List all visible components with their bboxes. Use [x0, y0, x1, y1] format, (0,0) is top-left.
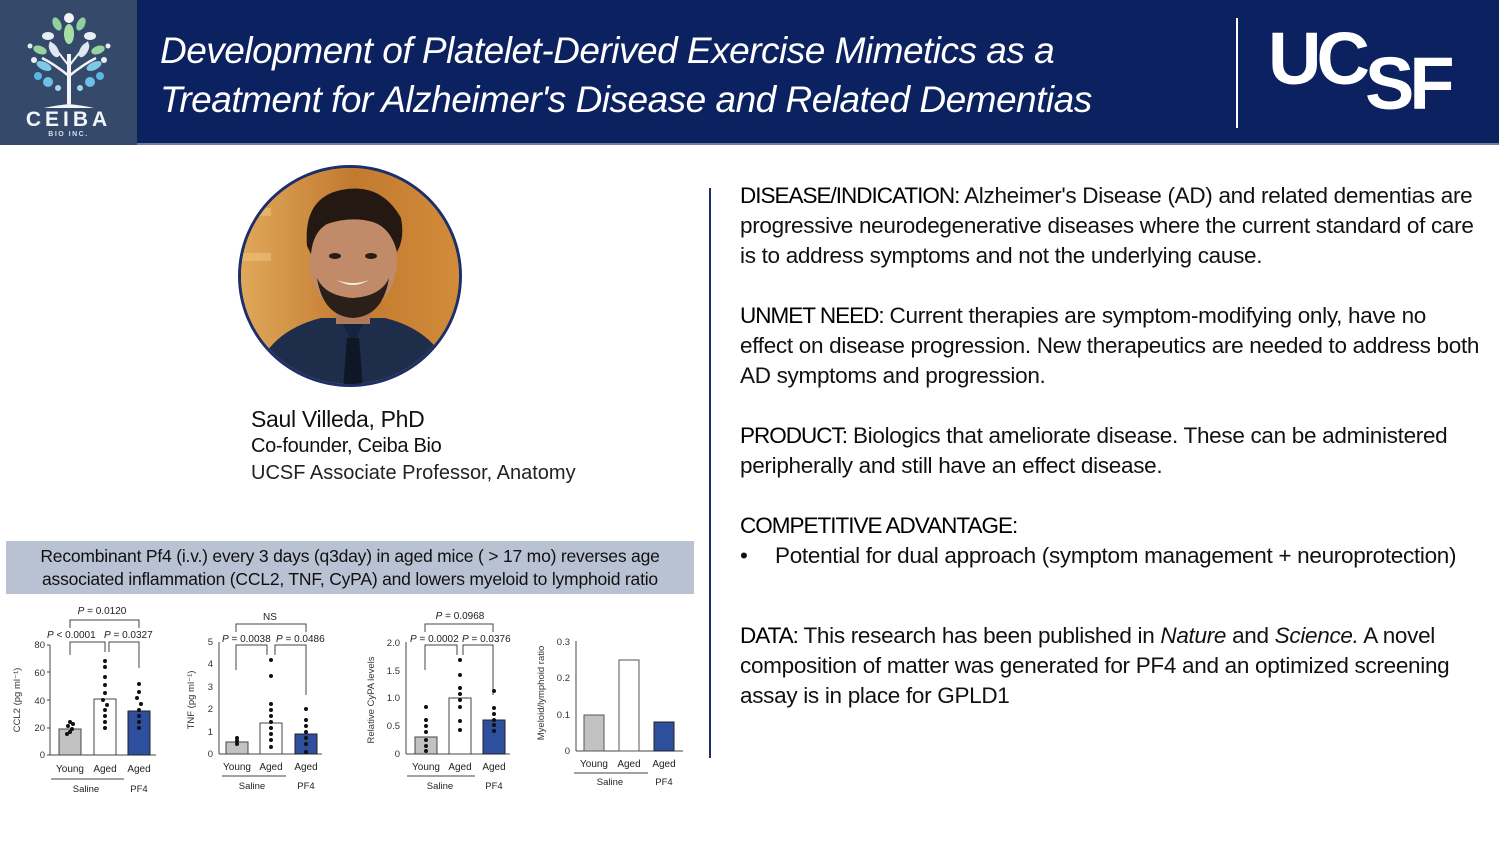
svg-text:Young: Young — [56, 764, 84, 775]
title-line-1: Development of Platelet-Derived Exercise Mimetics as a — [160, 30, 1055, 71]
svg-text:1.5: 1.5 — [386, 666, 400, 677]
svg-text:P = 0.0376: P = 0.0376 — [462, 634, 511, 645]
section-disease-indication — [740, 181, 1480, 271]
svg-text:3: 3 — [207, 682, 213, 693]
svg-text:Aged: Aged — [482, 762, 506, 773]
svg-text:Young: Young — [580, 759, 608, 770]
svg-text:Myeloid/lymphoid ratio: Myeloid/lymphoid ratio — [536, 645, 547, 741]
svg-text:Aged: Aged — [617, 759, 641, 770]
svg-text:0: 0 — [39, 750, 45, 761]
summary-column — [740, 181, 1480, 741]
svg-text:Aged: Aged — [652, 759, 676, 770]
profile-affiliation: UCSF Associate Professor, Anatomy — [251, 462, 576, 484]
svg-text:PF4: PF4 — [130, 784, 148, 795]
profile-role: Co-founder, Ceiba Bio — [251, 435, 442, 457]
section-text: Current therapies are symptom-modifying only, have no effect on disease progression. New therapeutics are needed to address both AD symptoms and progression. — [740, 303, 1480, 388]
svg-text:1.0: 1.0 — [386, 693, 400, 704]
chart-myeloid-lymphoid — [530, 625, 695, 800]
svg-text:Young: Young — [223, 762, 251, 773]
svg-text:Young: Young — [412, 762, 440, 773]
svg-text:P = 0.0486: P = 0.0486 — [276, 634, 325, 645]
svg-text:0.5: 0.5 — [386, 721, 400, 732]
svg-text:40: 40 — [34, 696, 45, 707]
svg-text:Saline: Saline — [426, 781, 454, 792]
profile-bio — [251, 405, 576, 487]
section-text: Biologics that ameliorate disease. These can be administered peripherally and still have an effect disease. — [740, 423, 1448, 478]
section-text: Alzheimer's Disease (AD) and related dementias are progressive neurodegenerative diseases where the current standard of care is to address symptoms and not the underlying cause. — [740, 183, 1474, 268]
ucsf-logo — [1268, 17, 1478, 125]
svg-text:4: 4 — [207, 659, 213, 670]
svg-text:PF4: PF4 — [297, 781, 315, 792]
avatar — [238, 165, 462, 387]
svg-text:P < 0.0001: P < 0.0001 — [47, 630, 96, 641]
svg-text:Saline: Saline — [72, 784, 100, 795]
profile-name: Saul Villeda, PhD — [251, 406, 425, 432]
chart-tnf — [180, 600, 355, 800]
svg-text:PF4: PF4 — [655, 777, 673, 788]
svg-text:Saline: Saline — [238, 781, 266, 792]
section-product — [740, 421, 1480, 481]
svg-text:5: 5 — [207, 637, 213, 648]
svg-text:20: 20 — [34, 723, 45, 734]
chart-ccl2 — [6, 600, 176, 800]
ceiba-logo — [0, 0, 137, 145]
svg-text:PF4: PF4 — [485, 781, 503, 792]
journal-nature: Nature — [1160, 623, 1227, 648]
svg-text:P = 0.0120: P = 0.0120 — [77, 606, 127, 617]
header-banner — [0, 0, 1499, 145]
svg-text:Aged: Aged — [259, 762, 283, 773]
section-label: UNMET NEED: — [740, 303, 884, 328]
section-label: PRODUCT: — [740, 423, 848, 448]
section-data — [740, 621, 1480, 711]
svg-text:Aged: Aged — [294, 762, 318, 773]
svg-text:1: 1 — [207, 727, 213, 738]
svg-text:TNF (pg ml⁻¹): TNF (pg ml⁻¹) — [186, 670, 197, 730]
header-divider — [1236, 18, 1238, 128]
svg-text:P = 0.0002: P = 0.0002 — [410, 634, 459, 645]
svg-text:Aged: Aged — [448, 762, 472, 773]
column-divider — [709, 188, 711, 758]
svg-text:Relative CyPA levels: Relative CyPA levels — [366, 656, 377, 744]
svg-text:0: 0 — [394, 749, 400, 760]
section-label: DATA: — [740, 623, 798, 648]
bullet-icon: • — [740, 543, 748, 568]
svg-text:CCL2 (pg ml⁻¹): CCL2 (pg ml⁻¹) — [12, 667, 23, 733]
section-text: and — [1226, 623, 1275, 648]
section-unmet-need — [740, 301, 1480, 391]
svg-text:0.1: 0.1 — [556, 710, 570, 721]
list-item — [740, 541, 1480, 571]
section-competitive-advantage — [740, 511, 1480, 571]
journal-science: Science. — [1274, 623, 1359, 648]
section-text: A novel composition of matter was generated for PF4 and an optimized screening assay is in place for GPLD1 — [740, 623, 1450, 708]
svg-text:Aged: Aged — [93, 764, 117, 775]
title-line-2: Treatment for Alzheimer's Disease and Related Dementias — [160, 79, 1092, 120]
section-label: COMPETITIVE ADVANTAGE: — [740, 513, 1018, 538]
figure-caption-line-1: Recombinant Pf4 (i.v.) every 3 days (q3day) in aged mice ( > 17 mo) reverses age — [40, 546, 660, 566]
svg-text:60: 60 — [34, 668, 45, 679]
svg-text:0.3: 0.3 — [556, 637, 570, 648]
svg-text:NS: NS — [263, 612, 277, 623]
page-title — [160, 26, 1220, 124]
tree-icon — [22, 6, 116, 110]
svg-text:2.0: 2.0 — [386, 638, 400, 649]
svg-text:Saline: Saline — [596, 777, 624, 788]
ceiba-subtitle: BIO INC. — [48, 131, 89, 138]
svg-text:0.2: 0.2 — [556, 673, 570, 684]
ceiba-wordmark: CEIBA — [25, 108, 112, 131]
ucsf-logo-uc: UC — [1268, 17, 1365, 100]
svg-text:Aged: Aged — [127, 764, 151, 775]
section-label: DISEASE/INDICATION: — [740, 183, 960, 208]
figure-caption — [6, 541, 694, 594]
svg-text:0: 0 — [564, 746, 570, 757]
svg-text:0: 0 — [207, 749, 213, 760]
list-item-text: Potential for dual approach (symptom management + neuroprotection) — [775, 543, 1457, 568]
section-text: This research has been published in — [797, 623, 1161, 648]
portrait-photo — [241, 168, 462, 387]
figure-caption-line-2: associated inflammation (CCL2, TNF, CyPA) and lowers myeloid to lymphoid ratio — [42, 569, 658, 589]
svg-text:P = 0.0038: P = 0.0038 — [222, 634, 271, 645]
chart-cypa — [360, 600, 535, 800]
svg-text:P = 0.0968: P = 0.0968 — [435, 611, 485, 622]
svg-text:80: 80 — [34, 640, 45, 651]
svg-text:P = 0.0327: P = 0.0327 — [104, 630, 153, 641]
ucsf-logo-sf: SF — [1365, 42, 1450, 125]
svg-text:2: 2 — [207, 704, 213, 715]
